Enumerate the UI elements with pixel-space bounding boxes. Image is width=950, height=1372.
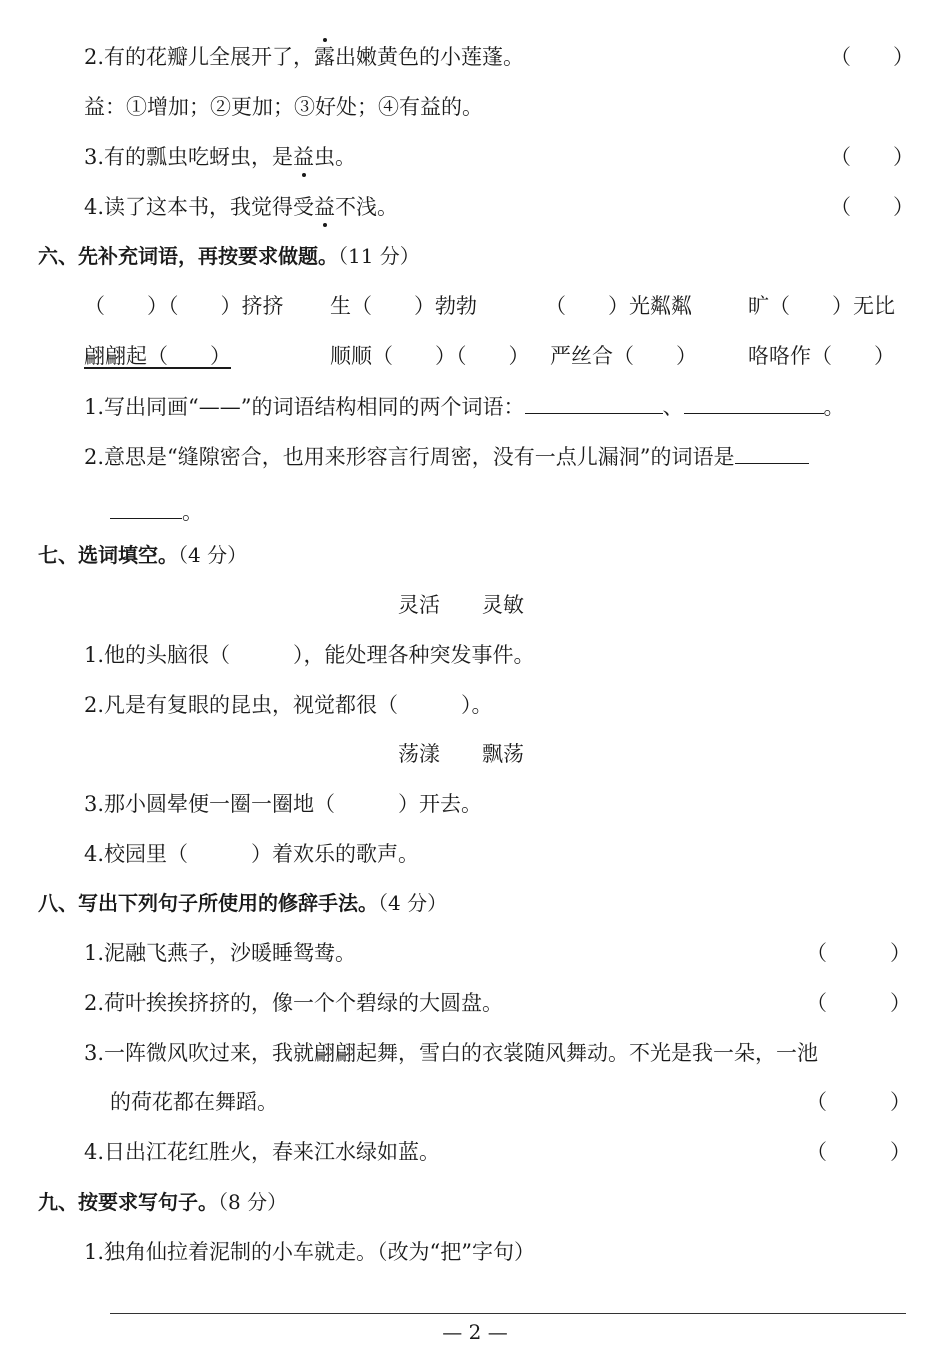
s8-answer-1[interactable]: （ ） [806,941,911,965]
word-4[interactable]: 旷（ ）无比 [748,294,895,318]
s6-question-2 [84,441,809,472]
points: （4 分） [178,543,248,567]
answer-blank-1[interactable] [525,391,663,414]
text: 不浅。 [335,195,399,219]
period: 。 [182,500,203,524]
s5-answer-4[interactable]: （ ） [830,195,914,219]
s6-question-1 [84,391,845,422]
s8-answer-3[interactable]: （ ） [806,1090,911,1114]
points: （4 分） [378,891,448,915]
s8-question-3: 3.一阵微风吹过来，我就翩翩起舞，雪白的衣裳随风舞动。不光是我一朵，一池 [84,1041,819,1065]
dotted-char: 露 [314,42,335,72]
text: 出嫩黄色的小莲蓬。 [335,45,525,69]
text: 2.有的花瓣儿全展开了， [84,45,315,69]
s5-answer-2[interactable]: （ ） [830,45,914,69]
s6-question-2-cont [110,496,203,527]
section-9-heading [38,1187,287,1217]
section-8-heading [38,888,447,918]
dotted-char: 益 [293,142,314,172]
period: 。 [823,395,845,419]
word-options-1: 灵活 灵敏 [398,593,524,617]
word-5-underlined[interactable]: 翩翩起（ ） [84,344,231,368]
s8-question-3-cont: 的荷花都在舞蹈。 [110,1090,278,1114]
s8-answer-2[interactable]: （ ） [806,991,911,1015]
yi-definitions: 益：①增加；②更加；③好处；④有益的。 [84,95,483,119]
points: （8 分） [218,1190,288,1214]
s7-question-1[interactable]: 1.他的头脑很（ ），能处理各种突发事件。 [84,643,535,667]
s5-answer-3[interactable]: （ ） [830,145,914,169]
text: 4.读了这本书，我觉得受 [84,195,315,219]
word-2[interactable]: 生（ ）勃勃 [330,294,477,318]
s5-question-2 [84,42,524,72]
word-7[interactable]: 严丝合（ ） [550,344,697,368]
heading-text: 六、先补充词语，再按要求做题。 [38,244,338,268]
heading-text: 九、按要求写句子。 [38,1190,218,1214]
page-number: — 2 — [442,1320,508,1344]
text: 1.写出同画“——”的词语结构相同的两个词语： [84,395,525,419]
word-8[interactable]: 咯咯作（ ） [748,344,895,368]
s8-question-1: 1.泥融飞燕子，沙暖睡鸳鸯。 [84,941,357,965]
s8-answer-4[interactable]: （ ） [806,1140,911,1164]
points: （11 分） [338,244,420,268]
s8-question-2: 2.荷叶挨挨挤挤的，像一个个碧绿的大圆盘。 [84,991,504,1015]
word-options-2: 荡漾 飘荡 [398,742,524,766]
separator: 、 [662,395,684,419]
dotted-char: 益 [314,192,335,222]
answer-blank-2[interactable] [684,391,824,414]
text: 2.意思是“缝隙密合，也用来形容言行周密，没有一点儿漏洞”的词语是 [84,445,735,469]
section-6-heading [38,241,420,271]
footer-divider [110,1313,906,1314]
s9-question-1: 1.独角仙拉着泥制的小车就走。（改为“把”字句） [84,1240,536,1264]
word-6[interactable]: 顺顺（ ）（ ） [330,344,530,368]
heading-text: 八、写出下列句子所使用的修辞手法。 [38,891,378,915]
word-3[interactable]: （ ）光粼粼 [545,294,692,318]
s7-question-2[interactable]: 2.凡是有复眼的昆虫，视觉都很（ ）。 [84,693,493,717]
answer-blank-3[interactable] [735,441,809,464]
s5-question-4 [84,192,398,222]
s8-question-4: 4.日出江花红胜火，春来江水绿如蓝。 [84,1140,441,1164]
word-1[interactable]: （ ）（ ）挤挤 [84,294,284,318]
section-7-heading [38,540,247,570]
answer-blank-4[interactable] [110,496,182,519]
s5-question-3 [84,142,356,172]
text: 虫。 [314,145,357,169]
s7-question-4[interactable]: 4.校园里（ ）着欢乐的歌声。 [84,842,420,866]
text: 3.有的瓢虫吃蚜虫，是 [84,145,294,169]
s7-question-3[interactable]: 3.那小圆晕便一圈一圈地（ ）开去。 [84,792,483,816]
heading-text: 七、选词填空。 [38,543,178,567]
